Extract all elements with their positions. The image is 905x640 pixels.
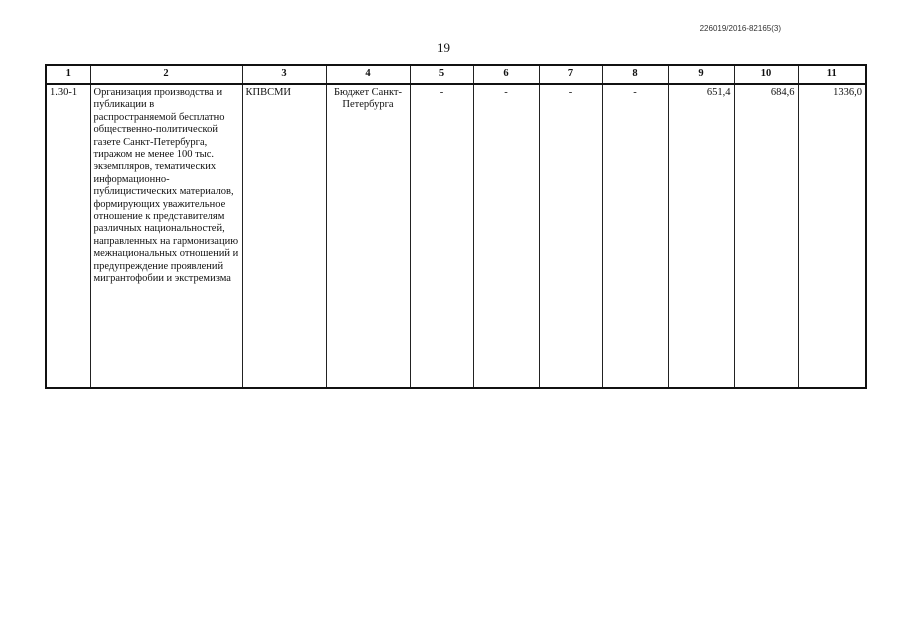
column-header-8: 8 [602, 65, 668, 84]
column-header-3: 3 [242, 65, 326, 84]
value-cell-6: - [473, 84, 539, 388]
value-cell-11: 1336,0 [798, 84, 866, 388]
page-number: 19 [437, 40, 450, 55]
column-header-7: 7 [539, 65, 602, 84]
executor-cell: КПВСМИ [242, 84, 326, 388]
row-number-cell: 1.30-1 [46, 84, 90, 388]
value-cell-8: - [602, 84, 668, 388]
funding-source-cell: Бюджет Санкт-Петербурга [326, 84, 410, 388]
data-table [45, 64, 867, 389]
column-header-2: 2 [90, 65, 242, 84]
value-cell-5: - [410, 84, 473, 388]
table-row [46, 84, 866, 388]
column-header-9: 9 [668, 65, 734, 84]
column-header-5: 5 [410, 65, 473, 84]
column-header-4: 4 [326, 65, 410, 84]
document-id: 226019/2016-82165(3) [699, 24, 781, 33]
value-cell-7: - [539, 84, 602, 388]
column-header-11: 11 [798, 65, 866, 84]
column-header-1: 1 [46, 65, 90, 84]
column-header-10: 10 [734, 65, 798, 84]
value-cell-10: 684,6 [734, 84, 798, 388]
value-cell-9: 651,4 [668, 84, 734, 388]
table-header-row [46, 65, 866, 84]
activity-description-cell: Организация производства и публикации в распространяемой бесплатно общественно-политической газете Санкт-Петербурга, тиражом не менее 100 тыс. экземпляров, тематических информационно-публицистических материалов, формирующих уважительное отношение к представителям различных национальностей, направленных на гармонизацию межнациональных отношений и предупреждение проявлений мигрантофобии и экстремизма [90, 84, 242, 388]
column-header-6: 6 [473, 65, 539, 84]
